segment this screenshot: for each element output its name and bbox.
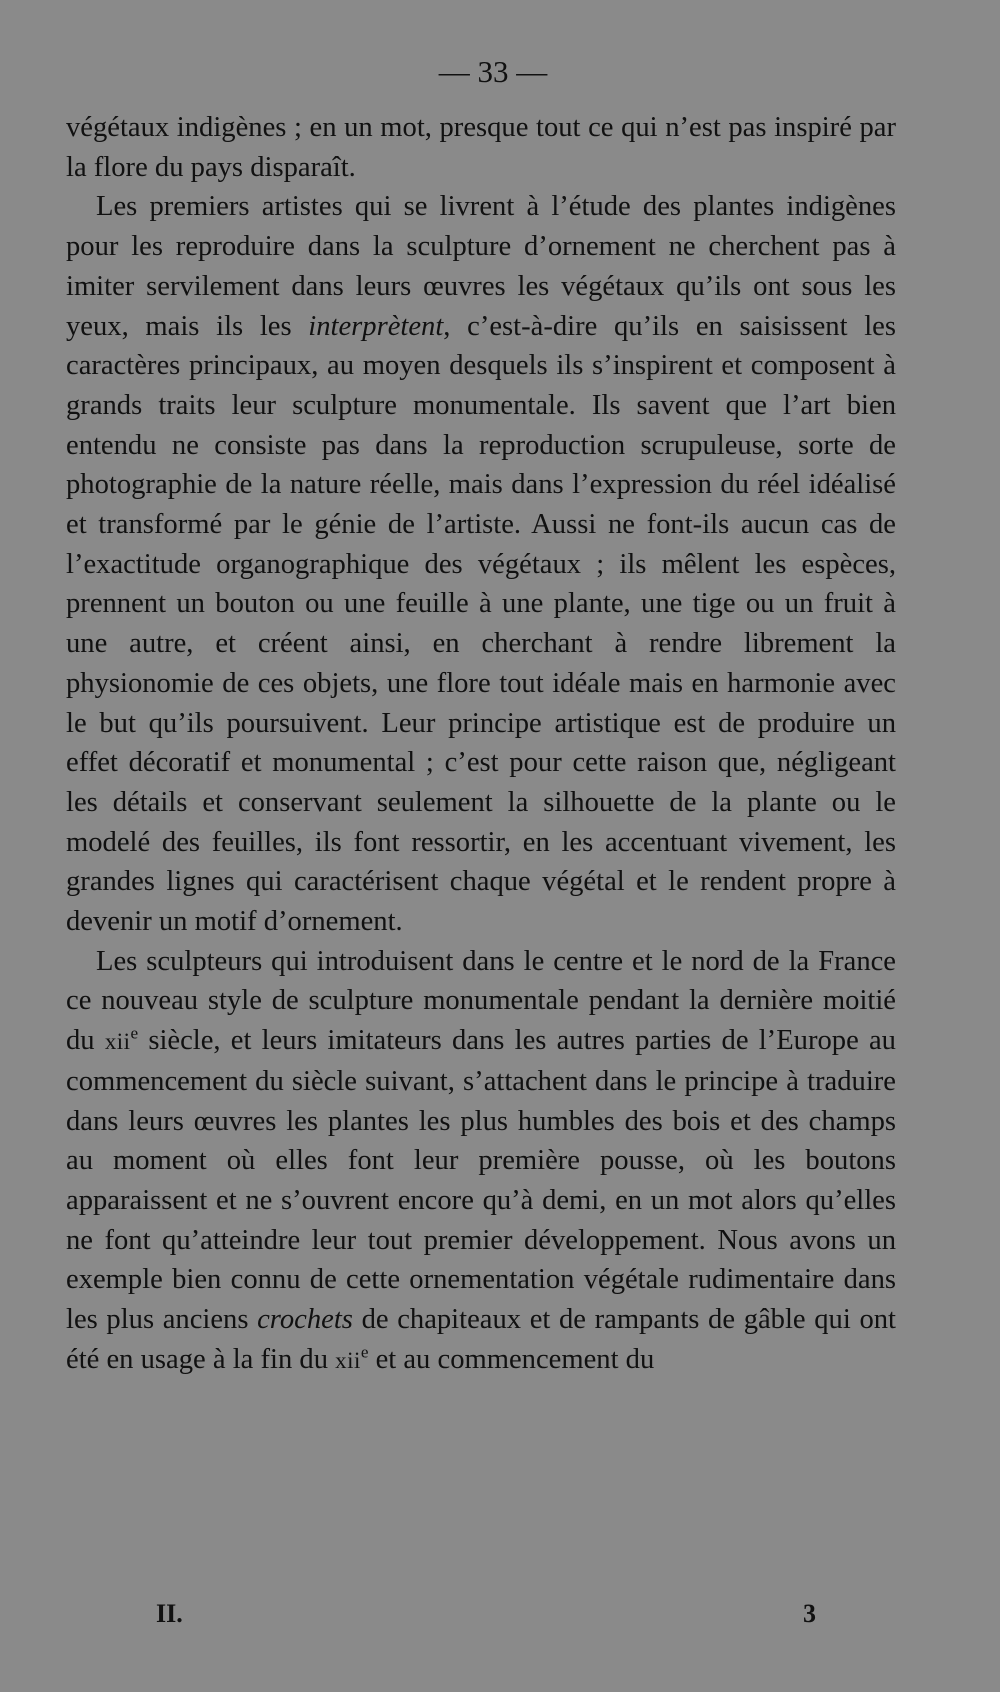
- book-page: [66, 52, 896, 1381]
- emphasized-word: interprètent: [308, 310, 444, 342]
- paragraph-text: Les sculpteurs qui introduisent dans le centre et le nord de la France ce nouveau style de sculpture monumentale pendant la dernière moitié du: [66, 945, 896, 1057]
- paragraph-text: de chapiteaux et de rampants de gâble qui ont été en usage à la fin du: [66, 1304, 896, 1375]
- paragraph-sculptors: [66, 942, 896, 1381]
- paragraph-text: et au commencement du: [368, 1343, 655, 1375]
- roman-numeral-century: xii: [104, 1029, 131, 1055]
- paragraph-text: Les premiers artistes qui se livrent à l’étude des plantes indigènes pour les reproduire dans la sculpture d’ornement ne cherchent pas à imiter servilement dans leurs œuvres les végétaux qu’ils ont sous les yeux, mais ils les: [66, 191, 896, 342]
- paragraph-text: siècle, et leurs imitateurs dans les autres parties de l’Europe au commencement du siècle suivant, s’attachent dans le principe à traduire dans leurs œuvres les plantes les plus humbles des bois et des champs au moment où elles font leur première pousse, où les boutons apparaissent et ne s’ouvrent encore qu’à demi, en un mot alors qu’elles ne font qu’atteindre leur tout premier développement. Nous avons un exemple bien connu de cette ornementation végétale rudimentaire dans les plus anciens: [66, 1025, 896, 1336]
- paragraph-text: , c’est-à-dire qu’ils en saisissent les caractères principaux, au moyen desquels ils s’inspirent et composent à grands traits leur sculpture monumentale. Ils savent que l’art bien entendu ne consiste pas dans la reproduction scrupuleuse, sorte de photographie de la nature réelle, mais dans l’expression du réel idéalisé et transformé par le génie de l’artiste. Aussi ne font-ils aucun cas de l’exactitude organographique des végétaux ; ils mêlent les espèces, prennent un bouton ou une feuille à une plante, une tige ou un fruit à une autre, et créent ainsi, en cherchant à rendre librement la physionomie de ces objets, une flore tout idéale mais en harmonie avec le but qu’ils poursuivent. Leur principe artistique est de produire un effet décoratif et monumental ; c’est pour cette raison que, négligeant les détails et conservant seulement la silhouette de la plante ou le modelé des feuilles, ils font ressortir, en les accentuant vivement, les grandes lignes qui caractérisent chaque végétal et le rendent propre à devenir un motif d’ornement.: [66, 310, 896, 938]
- page-footer: [156, 1596, 816, 1632]
- roman-numeral-century: xii: [335, 1347, 361, 1373]
- sheet-number: 3: [803, 1599, 816, 1628]
- page-number: — 33 —: [438, 54, 548, 89]
- ordinal-superscript: e: [130, 1023, 139, 1043]
- ordinal-superscript: e: [360, 1342, 369, 1362]
- paragraph-continued: [66, 108, 896, 187]
- signature-mark: II.: [156, 1599, 183, 1628]
- emphasized-word: crochets: [257, 1304, 353, 1336]
- paragraph-text: végétaux indigènes ; en un mot, presque tout ce qui n’est pas inspiré par la flore du pays disparaît.: [66, 112, 896, 183]
- paragraph-artists: [66, 187, 896, 941]
